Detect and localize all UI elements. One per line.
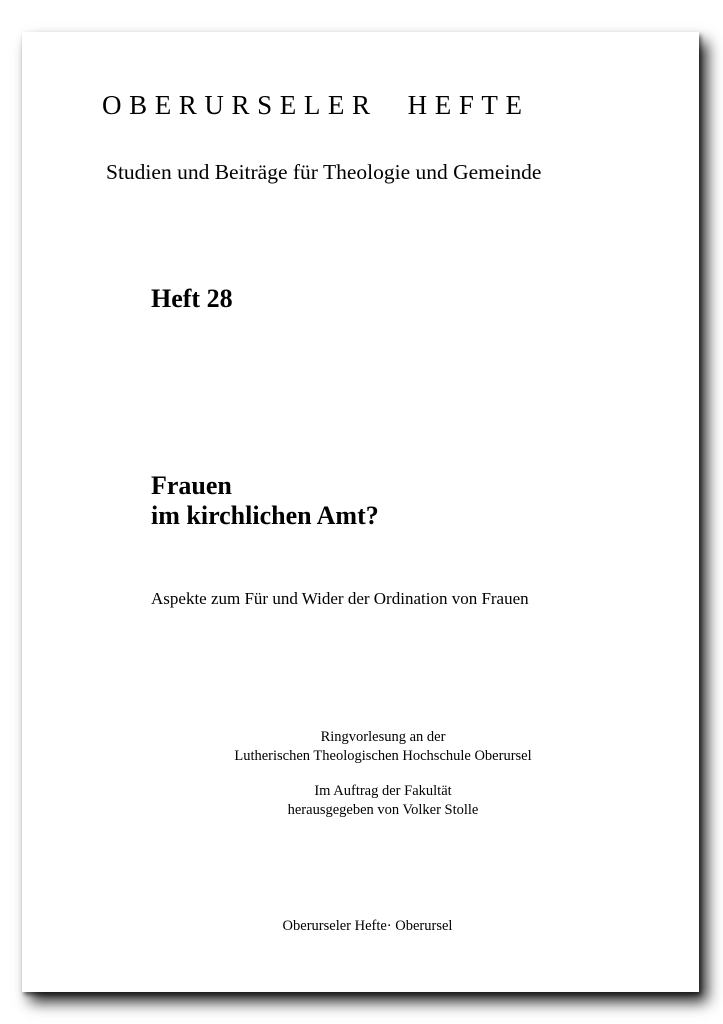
credits-line-3: Im Auftrag der Fakultät <box>314 783 452 799</box>
main-title-line-1: Frauen <box>151 471 232 500</box>
book-cover-page <box>22 32 699 992</box>
lecture-series-block <box>169 728 597 766</box>
issue-number: Heft 28 <box>151 284 233 313</box>
editor-block <box>169 782 597 820</box>
series-title <box>102 90 622 121</box>
credits-line-1: Ringvorlesung an der <box>320 729 446 745</box>
publisher-line <box>22 918 699 935</box>
main-title-line-2: im kirchlichen Amt? <box>151 501 379 530</box>
series-title-word-1: OBERURSELER <box>102 90 378 120</box>
main-title <box>151 471 379 531</box>
credits-line-2: Lutherischen Theologischen Hochschule Oberursel <box>234 748 532 764</box>
title-tagline: Aspekte zum Für und Wider der Ordination von Frauen <box>151 589 529 608</box>
credits <box>22 728 699 820</box>
publisher-text: Oberurseler Hefte· Oberursel <box>282 918 453 934</box>
credits-line-4: herausgegeben von Volker Stolle <box>287 802 479 818</box>
series-title-word-2: HEFTE <box>407 90 530 120</box>
series-subtitle: Studien und Beiträge für Theologie und Gemeinde <box>106 160 542 184</box>
